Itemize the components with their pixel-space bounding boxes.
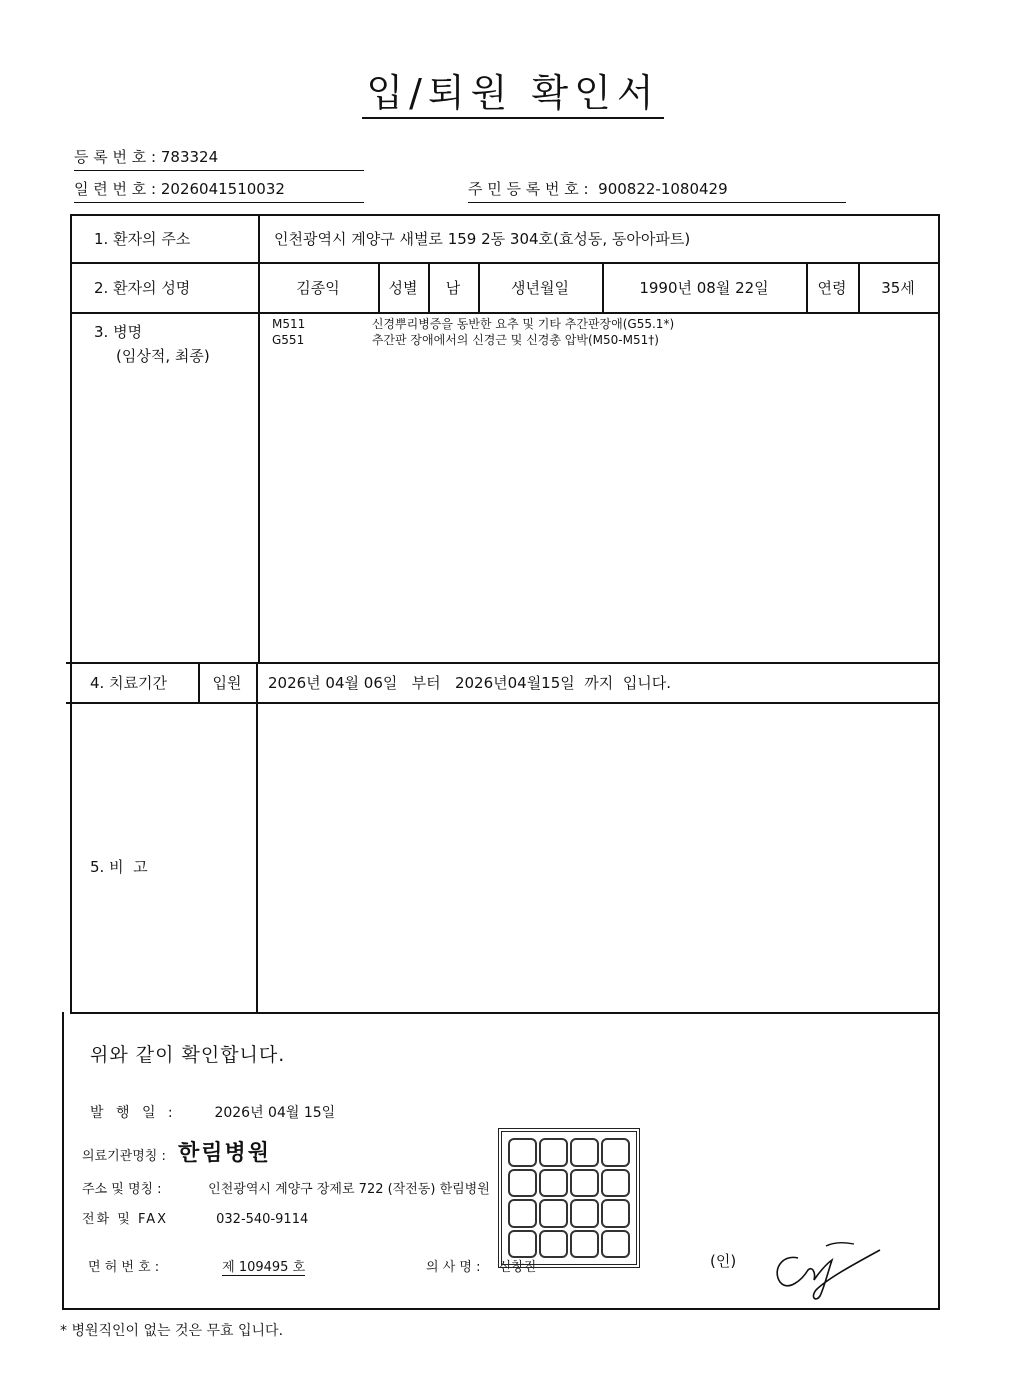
dob-label: 생년월일 <box>511 278 569 297</box>
institution-phone: 전화 및 FAX 032-540-9114 <box>82 1212 309 1227</box>
period-value: 2026년 04월 06일 부터 2026년04월15일 까지 입니다. <box>268 673 672 692</box>
remarks-label: 5. 비 고 <box>90 857 148 876</box>
serial-number: 일 련 번 호 : 2026041510032 <box>74 178 364 203</box>
name-value: 김종익 <box>296 278 340 297</box>
list-item: M511 신경뿌리병증을 동반한 요추 및 기타 추간판장애(G55.1*) <box>272 317 675 331</box>
sex-label: 성별 <box>388 278 418 297</box>
institution-name: 의료기관명칭 : 한림병원 <box>82 1141 272 1166</box>
age-value: 35세 <box>881 278 915 297</box>
license-number: 면 허 번 호 : 제 109495 호 <box>88 1260 306 1275</box>
confirmation-text: 위와 같이 확인합니다. <box>90 1044 286 1066</box>
dob-value: 1990년 08월 22일 <box>639 278 769 297</box>
document-title: 입/퇴원 확인서 <box>0 62 1026 117</box>
resident-registration-number: 주 민 등 록 번 호 : 900822-1080429 <box>468 178 846 203</box>
name-label: 2. 환자의 성명 <box>94 278 191 297</box>
doctor-signature <box>768 1236 888 1302</box>
age-label: 연령 <box>817 278 847 297</box>
diagnosis-label: 3. 병명 (임상적, 최종) <box>94 323 210 365</box>
validity-note: * 병원직인이 없는 것은 무효 입니다. <box>60 1323 284 1339</box>
period-type: 입원 <box>212 673 242 692</box>
registration-number: 등 록 번 호 : 783324 <box>74 146 364 171</box>
list-item: G551 추간판 장애에서의 신경근 및 신경총 압박(M50-M51†) <box>272 333 659 347</box>
diagnosis-list <box>272 316 674 348</box>
address-value: 인천광역시 계양구 새벌로 159 2동 304호(효성동, 동아아파트) <box>274 229 691 248</box>
seal-mark: (인) <box>710 1252 737 1270</box>
sex-value: 남 <box>445 278 461 297</box>
institution-address: 주소 및 명칭 : 인천광역시 계양구 장제로 722 (작전동) 한림병원 <box>82 1182 490 1197</box>
doctor-name: 의 사 명 : 신창진 <box>426 1260 537 1275</box>
period-label: 4. 치료기간 <box>90 673 168 692</box>
address-label: 1. 환자의 주소 <box>94 229 191 248</box>
hospital-seal <box>498 1128 640 1268</box>
issue-date: 발 행 일 : 2026년 04월 15일 <box>90 1105 336 1121</box>
